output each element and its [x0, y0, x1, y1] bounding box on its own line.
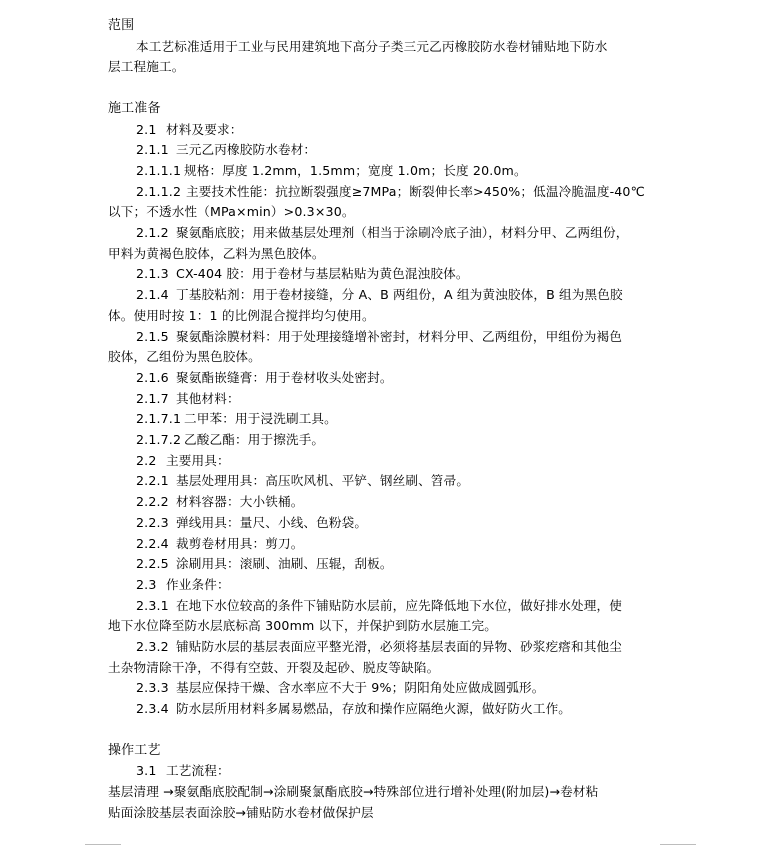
list-item — [108, 492, 668, 513]
document-page — [108, 16, 668, 823]
item-text: 聚氨酯底胶；用来做基层处理剂（相当于涂刷冷底子油），材料分甲、乙两组份， — [176, 225, 629, 241]
item-text: 铺贴防水层的基层表面应平整光滑，必须将基层表面的异物、砂浆疙瘩和其他尘 — [176, 639, 623, 655]
list-item — [108, 761, 668, 782]
item-text: 裁剪卷材用具：剪刀。 — [176, 535, 304, 551]
footer-rule-right — [660, 844, 696, 845]
item-text: 工艺流程： — [166, 763, 230, 779]
scope-paragraph-line-1: 本工艺标准适用于工业与民用建筑地下高分子类三元乙丙橡胶防水卷材铺贴地下防水 — [136, 38, 608, 54]
list-item — [108, 534, 668, 555]
list-item — [108, 430, 668, 451]
item-number: 2.1.4 — [136, 287, 169, 303]
list-item — [108, 223, 668, 244]
list-item-continuation: 土杂物清除干净，不得有空鼓、开裂及起砂、脱皮等缺陷。 — [108, 659, 440, 675]
list-item-continuation: 体。使用时按 1：1 的比例混合搅拌均匀使用。 — [108, 307, 375, 323]
list-item — [108, 409, 668, 430]
item-number: 2.3 — [136, 576, 157, 592]
item-text: 丁基胶粘剂：用于卷材接缝，分 A、B 两组份，A 组为黄浊胶体，B 组为黑色胶 — [176, 287, 623, 303]
list-item — [108, 554, 668, 575]
spacer — [108, 720, 668, 741]
item-number: 2.2 — [136, 452, 157, 468]
item-text: 在地下水位较高的条件下铺贴防水层前，应先降低地下水位，做好排水处理，使 — [176, 597, 623, 613]
item-number: 2.1.1.1 — [136, 162, 182, 178]
item-text: 规格：厚度 1.2mm，1.5mm；宽度 1.0m；长度 20.0m。 — [184, 162, 527, 178]
item-number: 2.1.7 — [136, 390, 169, 406]
list-item-continuation: 地下水位降至防水层底标高 300mm 以下，并保护到防水层施工完。 — [108, 618, 497, 634]
item-text: 聚氨酯涂膜材料：用于处理接缝增补密封，材料分甲、乙两组份，甲组份为褐色 — [176, 328, 623, 344]
item-number: 2.3.3 — [136, 680, 169, 696]
scope-paragraph-line-2: 层工程施工。 — [108, 59, 185, 75]
list-item — [108, 264, 668, 285]
item-number: 2.1 — [136, 121, 157, 137]
item-text: 材料容器：大小铁桶。 — [176, 494, 304, 510]
section-title-operation: 操作工艺 — [108, 742, 161, 758]
item-number: 3.1 — [136, 763, 157, 779]
list-item — [108, 699, 668, 720]
list-item — [108, 285, 668, 306]
item-number: 2.1.7.1 — [136, 411, 182, 427]
section-title-preparation: 施工准备 — [108, 100, 161, 116]
list-item — [108, 161, 668, 182]
item-text: 三元乙丙橡胶防水卷材： — [176, 142, 317, 158]
item-number: 2.1.1 — [136, 142, 169, 158]
item-text: 材料及要求： — [166, 121, 243, 137]
list-item — [108, 182, 668, 203]
item-number: 2.1.5 — [136, 328, 169, 344]
list-item — [108, 678, 668, 699]
list-item — [108, 637, 668, 658]
item-text: 其他材料： — [176, 390, 240, 406]
list-item — [108, 140, 668, 161]
footer-rule-left — [85, 844, 121, 845]
item-text: 聚氨酯嵌缝膏：用于卷材收头处密封。 — [176, 369, 393, 385]
process-flow-line-1: 基层清理 →聚氨酯底胶配制→涂刷聚氯酯底胶→特殊部位进行增补处理(附加层)→卷材粘 — [108, 783, 599, 799]
list-item-continuation: 以下；不透水性（MPa×min）>0.3×30。 — [108, 204, 355, 220]
list-item — [108, 513, 668, 534]
item-text: CX-404 胶：用于卷材与基层粘贴为黄色混浊胶体。 — [176, 266, 469, 282]
preparation-list — [108, 120, 668, 720]
item-number: 2.3.4 — [136, 701, 169, 717]
item-text: 防水层所用材料多属易燃品，存放和操作应隔绝火源，做好防火工作。 — [176, 701, 572, 717]
item-number: 2.2.3 — [136, 514, 169, 530]
list-item-continuation: 胶体，乙组份为黑色胶体。 — [108, 349, 261, 365]
list-item — [108, 327, 668, 348]
item-number: 2.3.1 — [136, 597, 169, 613]
item-number: 2.1.2 — [136, 225, 169, 241]
list-item — [108, 120, 668, 141]
item-text: 基层处理用具：高压吹风机、平铲、钢丝刷、笤帚。 — [176, 473, 470, 489]
list-item — [108, 368, 668, 389]
item-text: 作业条件： — [166, 576, 230, 592]
list-item — [108, 596, 668, 617]
spacer — [108, 78, 668, 99]
item-text: 二甲苯：用于浸洗刷工具。 — [184, 411, 337, 427]
item-number: 2.1.7.2 — [136, 432, 182, 448]
list-item-continuation: 甲料为黄褐色胶体，乙料为黑色胶体。 — [108, 245, 325, 261]
item-number: 2.2.1 — [136, 473, 169, 489]
item-text: 主要技术性能：抗拉断裂强度≥7MPa；断裂伸长率>450%；低温冷脆温度-40℃ — [186, 183, 645, 199]
item-number: 2.2.5 — [136, 556, 169, 572]
item-number: 2.3.2 — [136, 639, 169, 655]
section-title-scope: 范围 — [108, 18, 135, 33]
item-number: 2.1.6 — [136, 369, 169, 385]
item-number: 2.2.4 — [136, 535, 169, 551]
list-item — [108, 389, 668, 410]
list-item — [108, 575, 668, 596]
item-text: 基层应保持干燥、含水率应不大于 9%；阴阳角处应做成圆弧形。 — [176, 680, 545, 696]
item-number: 2.1.1.2 — [136, 183, 182, 199]
item-text: 弹线用具：量尺、小线、色粉袋。 — [176, 514, 368, 530]
item-text: 主要用具： — [166, 452, 230, 468]
item-number: 2.2.2 — [136, 494, 169, 510]
item-text: 涂刷用具：滚刷、油刷、压辊，刮板。 — [176, 556, 393, 572]
process-flow-line-2: 贴面涂胶基层表面涂胶→铺贴防水卷材做保护层 — [108, 804, 374, 820]
list-item — [108, 471, 668, 492]
list-item — [108, 451, 668, 472]
item-text: 乙酸乙酯：用于擦洗手。 — [184, 432, 325, 448]
item-number: 2.1.3 — [136, 266, 169, 282]
